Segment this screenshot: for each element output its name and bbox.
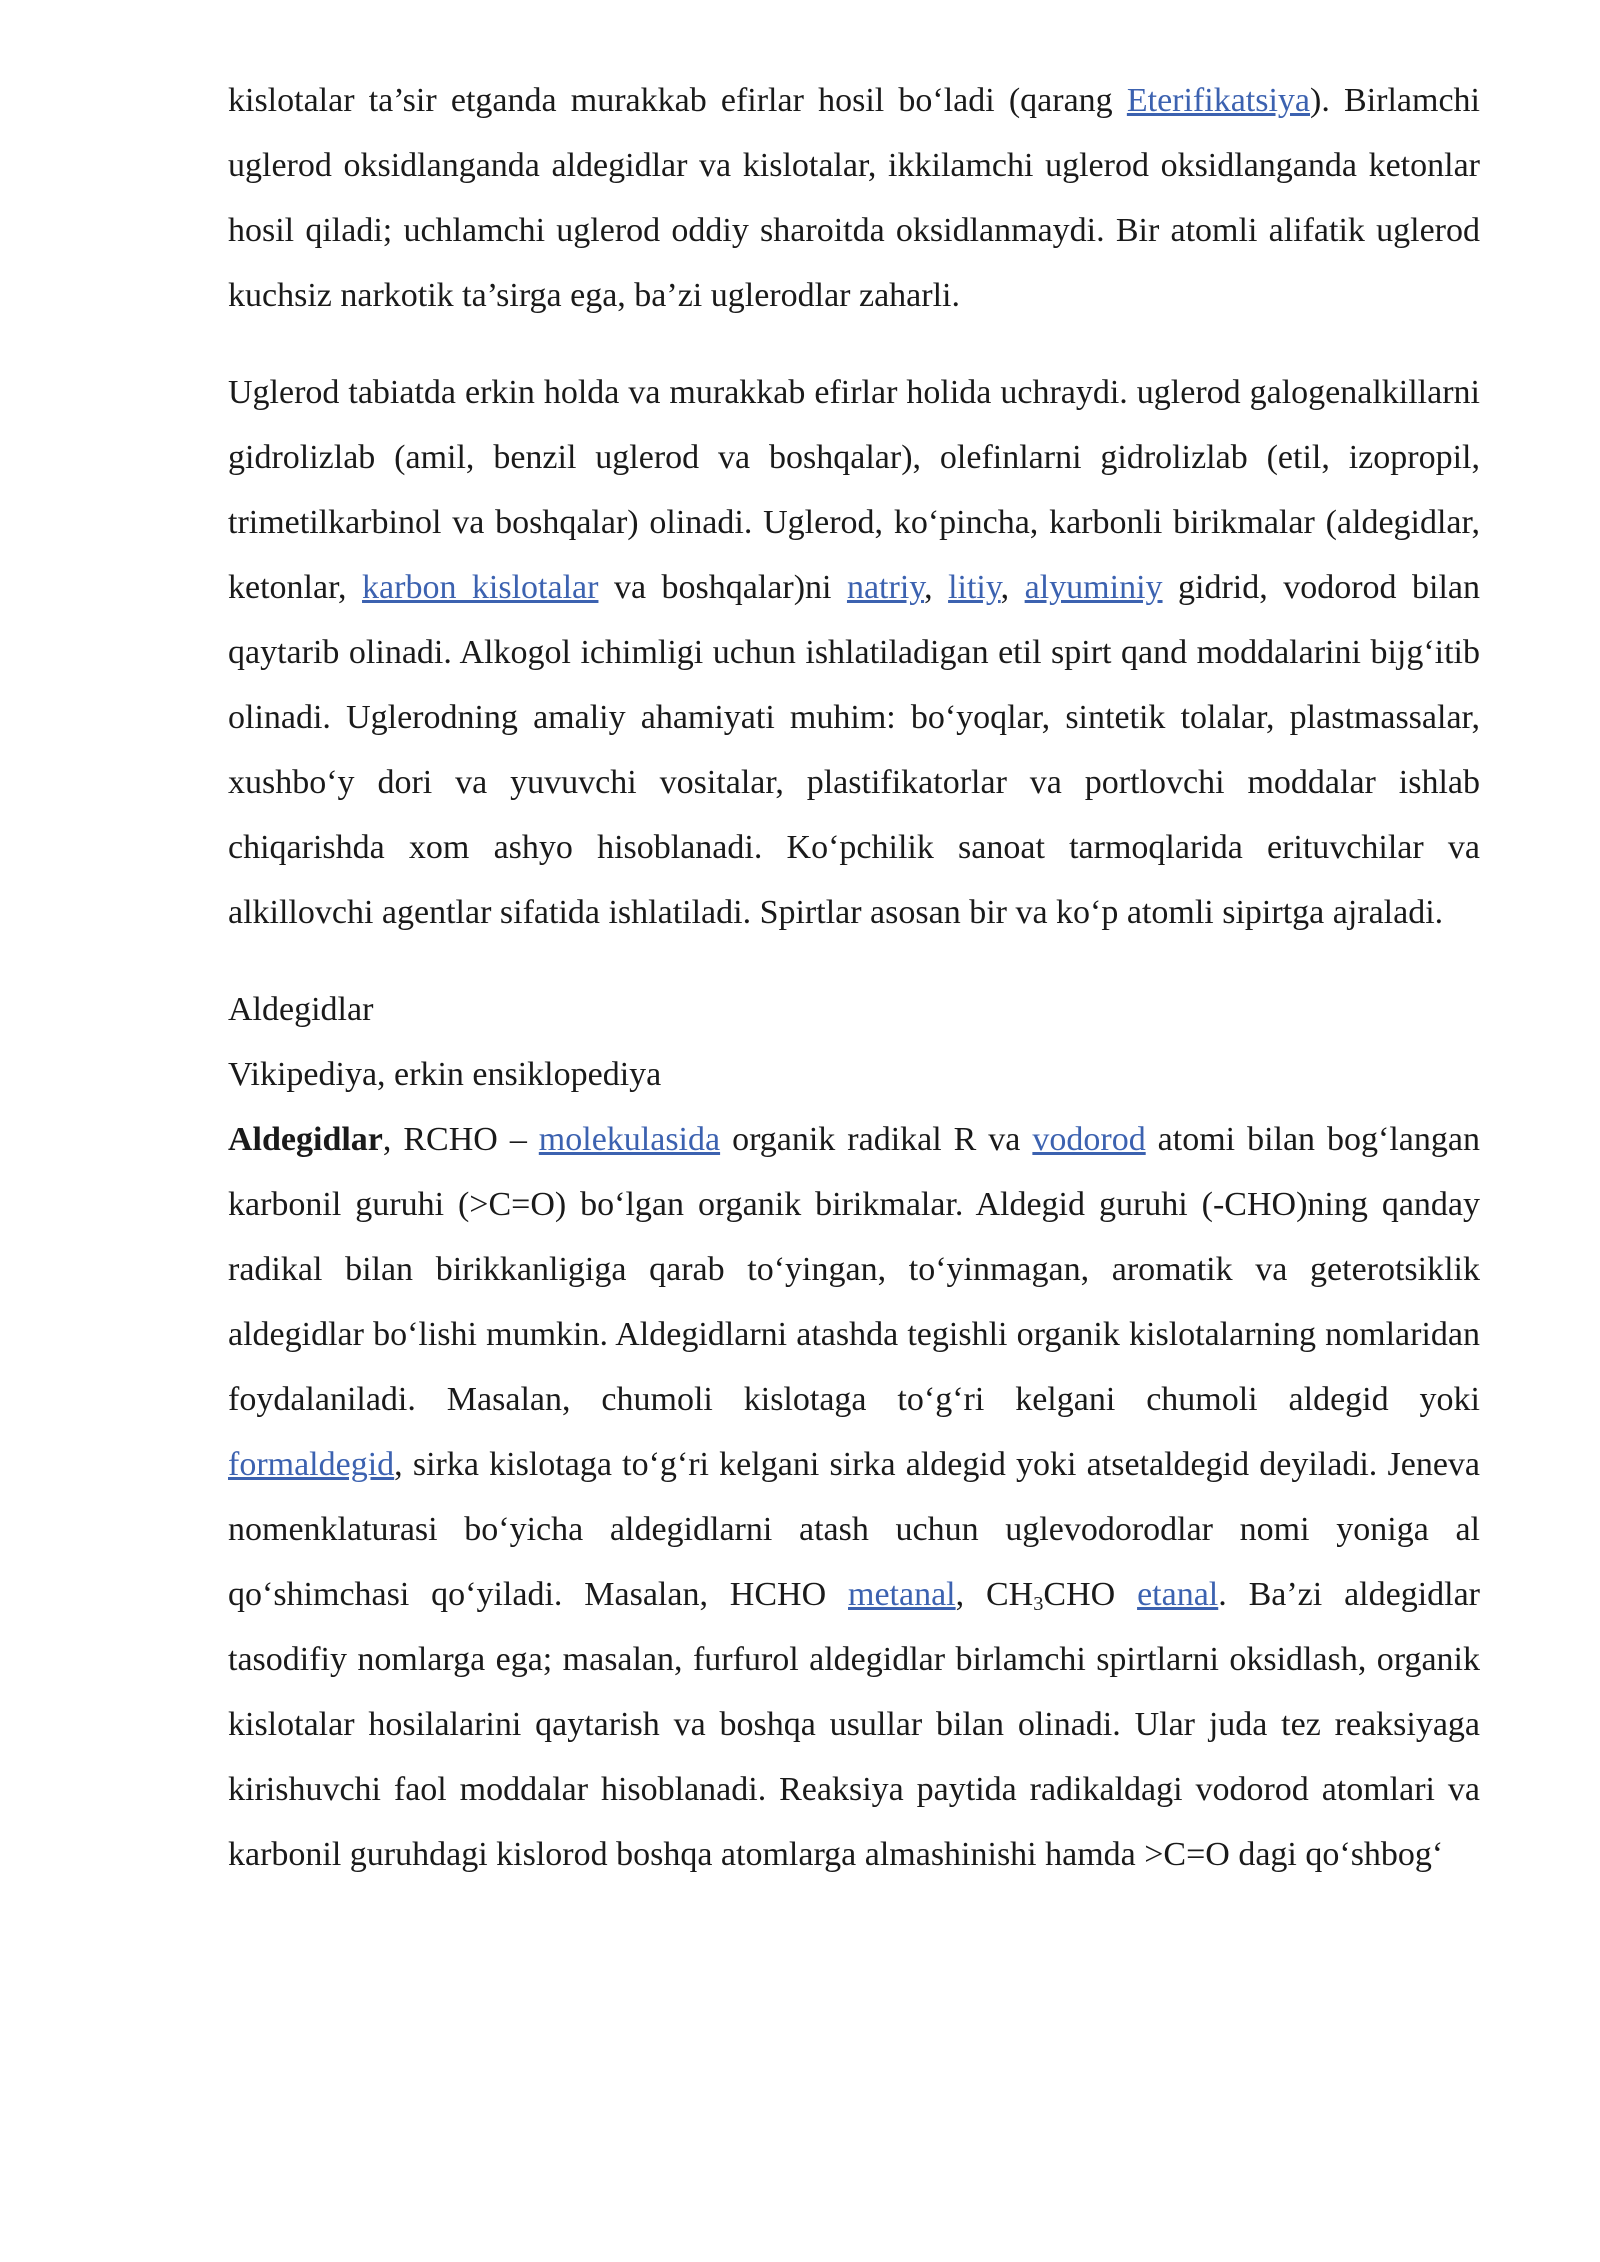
section-subheading: Vikipediya, erkin ensiklopediya <box>228 1056 662 1093</box>
subscript-3: 3 <box>1033 1593 1044 1616</box>
link-alyuminiy[interactable]: alyuminiy <box>1024 569 1163 606</box>
link-formaldegid[interactable]: formaldegid <box>228 1446 395 1483</box>
link-vodorod[interactable]: vodorod <box>1032 1121 1146 1158</box>
document-page <box>228 68 1480 1887</box>
paragraph-occurrence: Uglerod tabiatda erkin holda va murakkab efirlar holida uchraydi. uglerod galogenalkillarni gidrolizlab (amil, benzil uglerod va boshqalar), olefinlarni gidrolizlab (etil, izopropil, trimetilkarbinol va boshqalar) olinadi. Uglerod, ko‘pincha, karbonli birikmalar (aldegidlar, ketonlar, karbon kislotalar va boshqalar)ni natriy, litiy, alyuminiy gidrid, vodorod bilan qaytarib olinadi. Alkogol ichimligi uchun ishlatiladigan etil spirt qand moddalarini bijg‘itib olinadi. Uglerodning amaliy ahamiyati muhim: bo‘yoqlar, sintetik tolalar, plastmassalar, xushbo‘y dori va yuvuvchi vositalar, plastifikatorlar va portlovchi moddalar ishlab chiqarishda xom ashyo hisoblanadi. Ko‘pchilik sanoat tarmoqlarida erituvchilar va alkillovchi agentlar sifatida ishlatiladi. Spirtlar asosan bir va ko‘p atomli sipirtga ajraladi. <box>228 374 1481 931</box>
paragraph-oxidation: kislotalar ta’sir etganda murakkab efirlar hosil bo‘ladi (qarang Eterifikatsiya). Birlamchi uglerod oksidlanganda aldegidlar va kislotalar, ikkilamchi uglerod oksidlanganda ketonlar hosil qiladi; uchlamchi uglerod oddiy sharoitda oksidlanmaydi. Bir atomli alifatik uglerod kuchsiz narkotik ta’sirga ega, ba’zi uglerodlar zaharli. <box>228 82 1480 314</box>
link-natriy[interactable]: natriy <box>846 569 925 606</box>
link-litiy[interactable]: litiy <box>948 569 1001 606</box>
link-eterifikatsiya[interactable]: Eterifikatsiya <box>1126 82 1311 119</box>
term-aldegidlar: Aldegidlar <box>228 1121 383 1158</box>
section-heading: Aldegidlar <box>228 991 374 1028</box>
link-metanal[interactable]: metanal <box>848 1576 956 1613</box>
link-molekulasida[interactable]: molekulasida <box>538 1121 721 1158</box>
link-etanal[interactable]: etanal <box>1137 1576 1219 1613</box>
link-karbon-kislotalar[interactable]: karbon kislotalar <box>362 569 599 606</box>
paragraph-aldehydes: Aldegidlar, RCHO – molekulasida organik radikal R va vodorod atomi bilan bog‘langan karbonil guruhi (>C=O) bo‘lgan organik birikmalar. Aldegid guruhi (-CHO)ning qanday radikal bilan birikkanligiga qarab to‘yingan, to‘yinmagan, aromatik va geterotsiklik aldegidlar bo‘lishi mumkin. Aldegidlarni atashda tegishli organik kislotalarning nomlaridan foydalaniladi. Masalan, chumoli kislotaga to‘g‘ri kelgani chumoli aldegid yoki formaldegid, sirka kislotaga to‘g‘ri kelgani sirka aldegid yoki atsetaldegid deyiladi. Jeneva nomenklaturasi bo‘yicha aldegidlarni atash uchun uglevodorodlar nomi yoniga al qo‘shimchasi qo‘yiladi. Masalan, HCHO metanal, $CH_3CHO$ etanal. Ba’zi aldegidlar tasodifiy nomlarga ega; masalan, furfurol aldegidlar birlamchi spirtlarni oksidlash, organik kislotalar hosilalarini qaytarish va boshqa usullar bilan olinadi. Ular juda tez reaksiyaga kirishuvchi faol moddalar hisoblanadi. Reaksiya paytida radikaldagi vodorod atomlari va karbonil guruhdagi kislorod boshqa atomlarga almashinishi hamda >C=O dagi qo‘shbog‘ <box>228 1121 1481 1873</box>
